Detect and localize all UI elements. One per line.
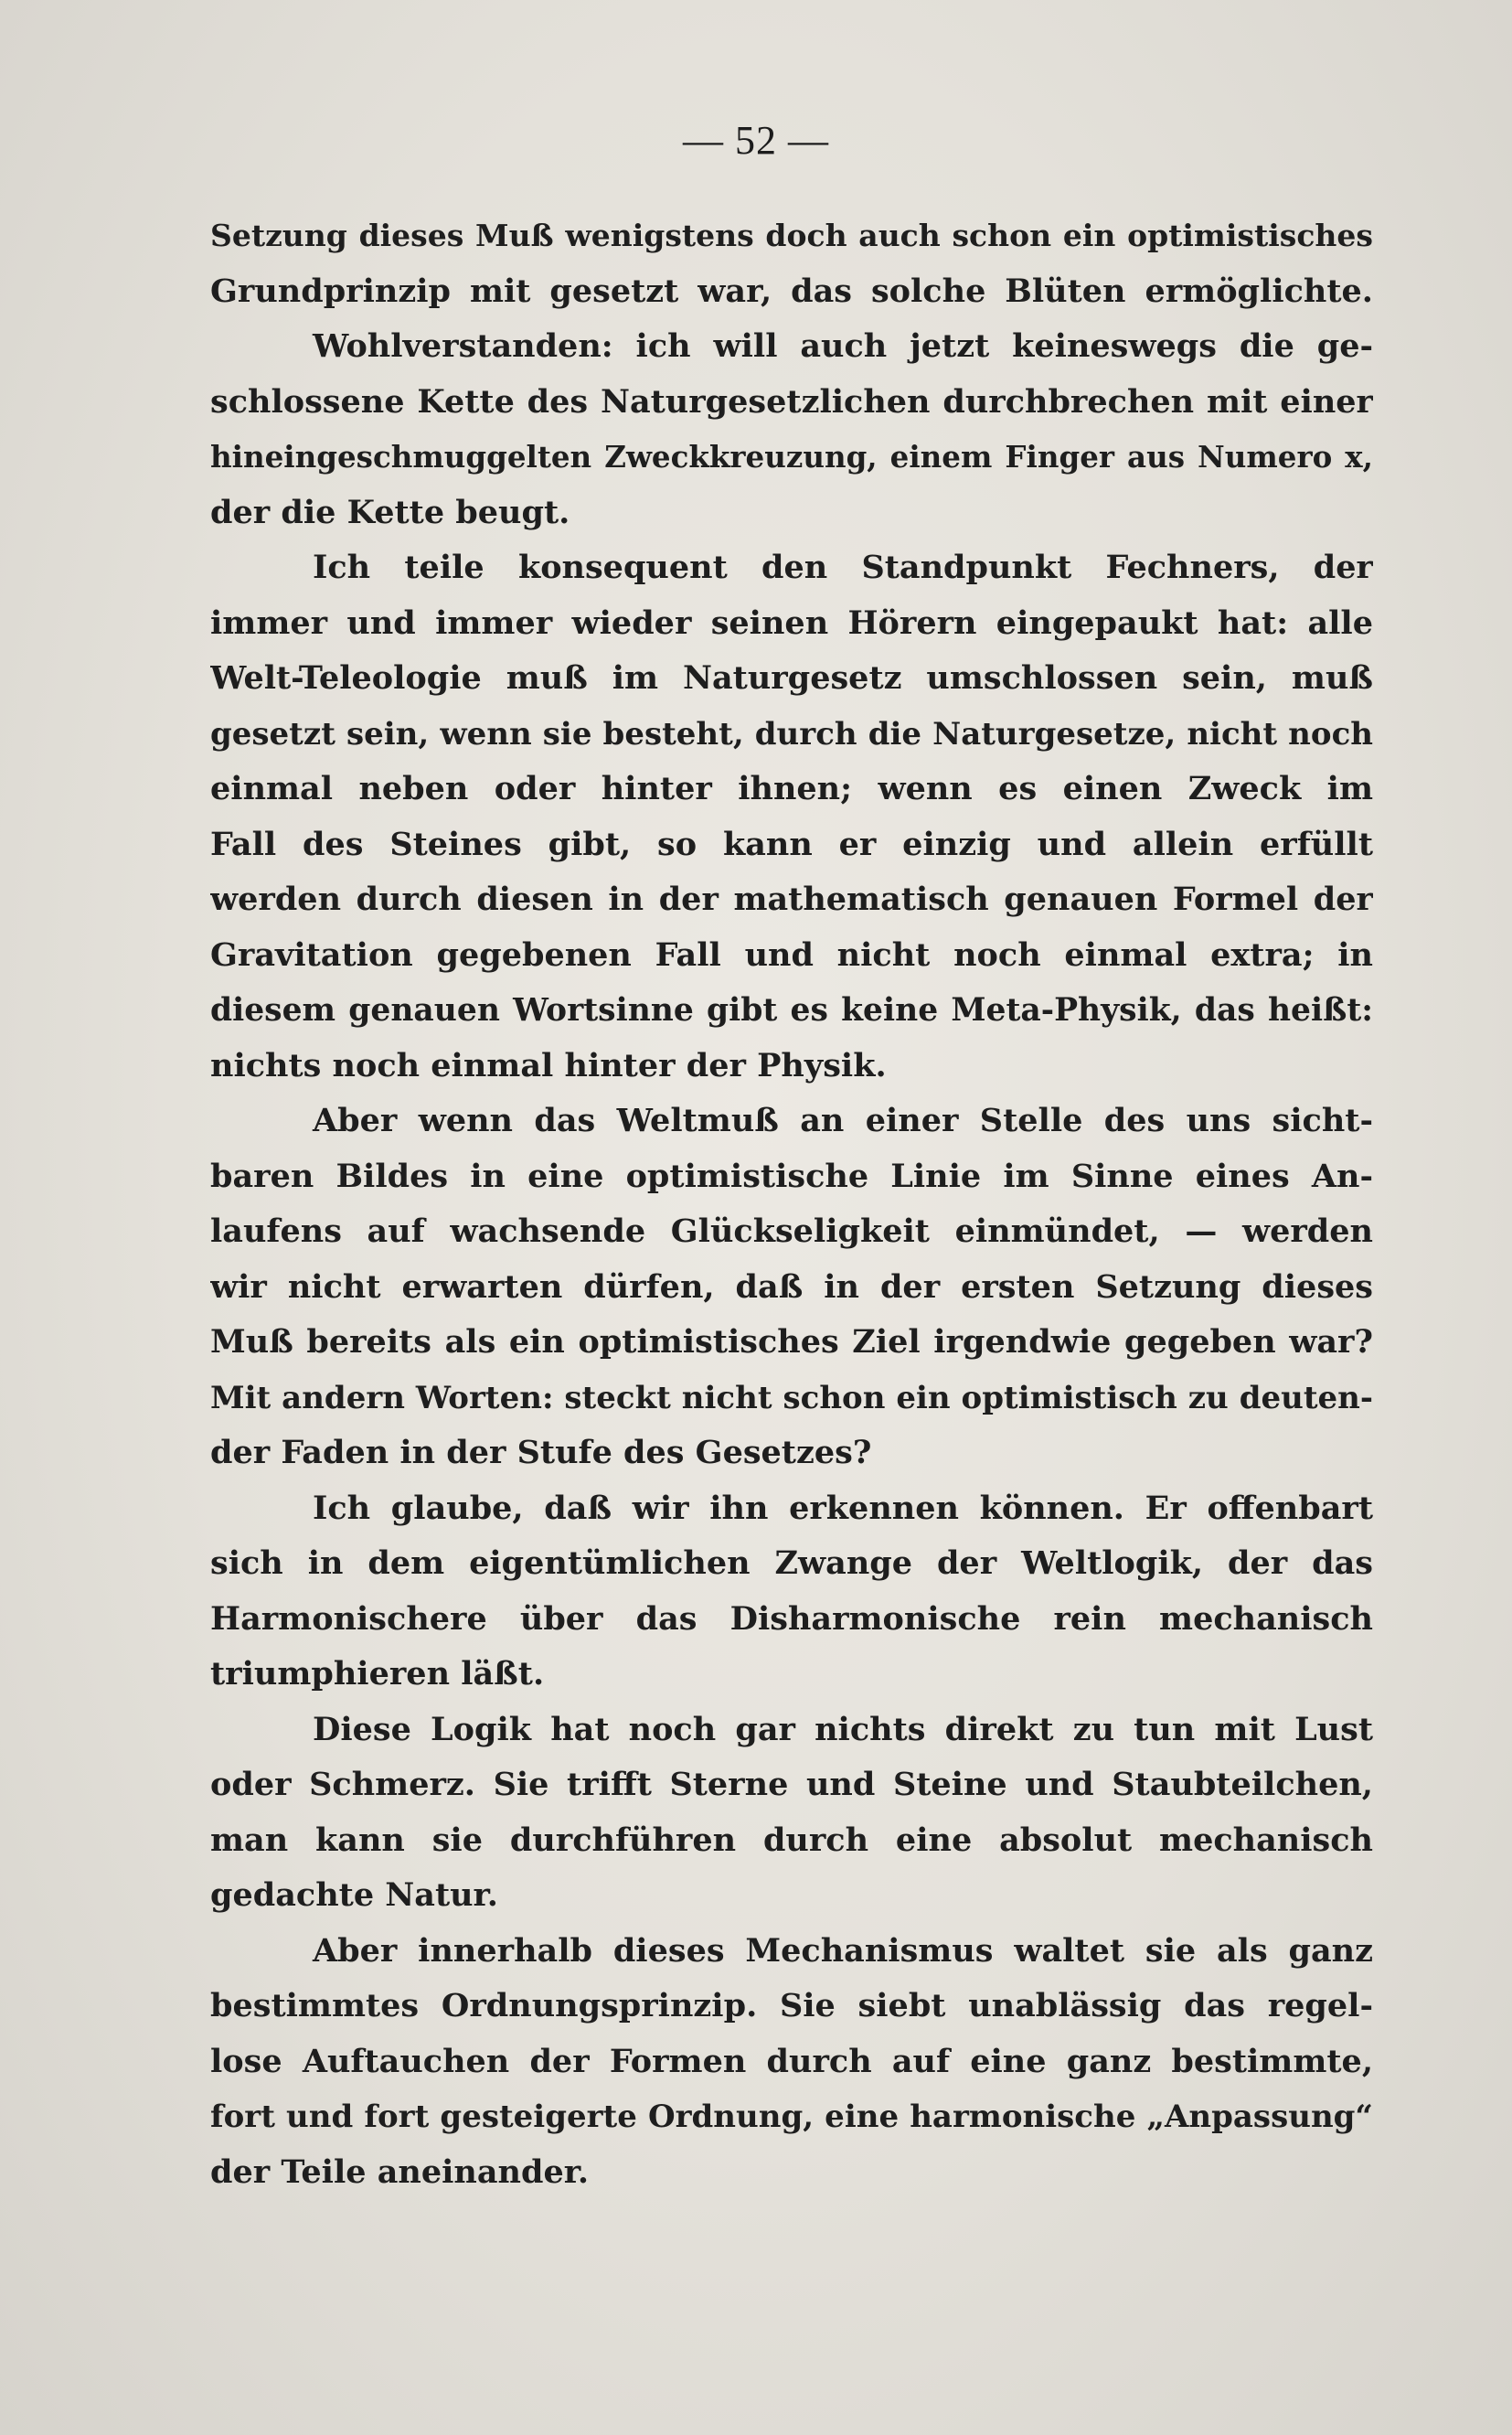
text-line: sich in dem eigentümlichen Zwange der Weltlogik, der das [210,1544,1373,1582]
text-line: Setzung dieses Muß wenigstens doch auch schon ein optimistisches [210,218,1373,253]
text-line: Gravitation gegebenen Fall und nicht noch einmal extra; in [210,935,1373,974]
text-line: lose Auftauchen der Formen durch auf eine ganz bestimmte, [210,2042,1373,2080]
text-line: Diese Logik hat noch gar nichts direkt zu tun mit Lust [313,1710,1373,1748]
page-number: — 52 — [683,118,829,163]
text-line: werden durch diesen in der mathematisch genauen Formel der [210,881,1373,918]
text-line: nichts noch einmal hinter der Physik. [210,1046,887,1084]
text-line: Ich teile konsequent den Standpunkt Fechners, der [313,549,1373,586]
text-line: wir nicht erwarten dürfen, daß in der ersten Setzung dieses [210,1267,1373,1306]
body-text [210,208,1373,2200]
text-line: gesetzt sein, wenn sie besteht, durch die Naturgesetze, nicht noch [210,715,1373,753]
text-line: man kann sie durchführen durch eine absolut mechanisch [210,1821,1373,1859]
text-line: Aber wenn das Weltmuß an einer Stelle des uns sicht- [313,1102,1373,1139]
text-line: laufens auf wachsende Glückseligkeit einmündet, — werden [210,1212,1373,1250]
text-line: oder Schmerz. Sie trifft Sterne und Steine und Staubteilchen, [210,1766,1373,1803]
text-line: gedachte Natur. [210,1876,498,1914]
text-line: triumphieren läßt. [210,1655,545,1693]
text-line: Wohlverstanden: ich will auch jetzt keineswegs die ge- [313,327,1373,365]
text-line: fort und fort gesteigerte Ordnung, eine harmonische „Anpassung“ [210,2099,1373,2135]
text-line: Harmonischere über das Disharmonische rein mechanisch [210,1599,1373,1638]
text-line: Ich glaube, daß wir ihn erkennen können. Er offenbart [313,1489,1373,1527]
text-line: immer und immer wieder seinen Hörern eingepaukt hat: alle [210,603,1373,642]
text-line: der Faden in der Stufe des Gesetzes? [210,1434,872,1471]
text-line: diesem genauen Wortsinne gibt es keine Meta-Physik, das heißt: [210,992,1373,1029]
text-line: der Teile aneinander. [210,2152,590,2191]
text-line: Mit andern Worten: steckt nicht schon ein optimistisch zu deuten- [210,1379,1373,1416]
text-line: Welt-Teleologie muß im Naturgesetz umschlossen sein, muß [210,659,1373,697]
text-line: baren Bildes in eine optimistische Linie im Sinne eines An- [210,1157,1373,1195]
text-line: der die Kette beugt. [210,493,570,531]
text-line: hineingeschmuggelten Zweckkreuzung, einem Finger aus Numero x, [210,439,1373,475]
text-line: bestimmtes Ordnungsprinzip. Sie siebt unablässig das regel- [210,1987,1373,2024]
text-line: Fall des Steines gibt, so kann er einzig und allein erfüllt [210,825,1373,863]
text-line: einmal neben oder hinter ihnen; wenn es einen Zweck im [210,770,1373,807]
text-line: Muß bereits als ein optimistisches Ziel irgendwie gegeben war? [210,1323,1373,1361]
text-line: Aber innerhalb dieses Mechanismus waltet sie als ganz [313,1931,1373,1970]
text-line: schlossene Kette des Naturgesetzlichen durchbrechen mit einer [210,382,1373,421]
text-line: Grundprinzip mit gesetzt war, das solche Blüten ermöglichte. [210,272,1373,310]
